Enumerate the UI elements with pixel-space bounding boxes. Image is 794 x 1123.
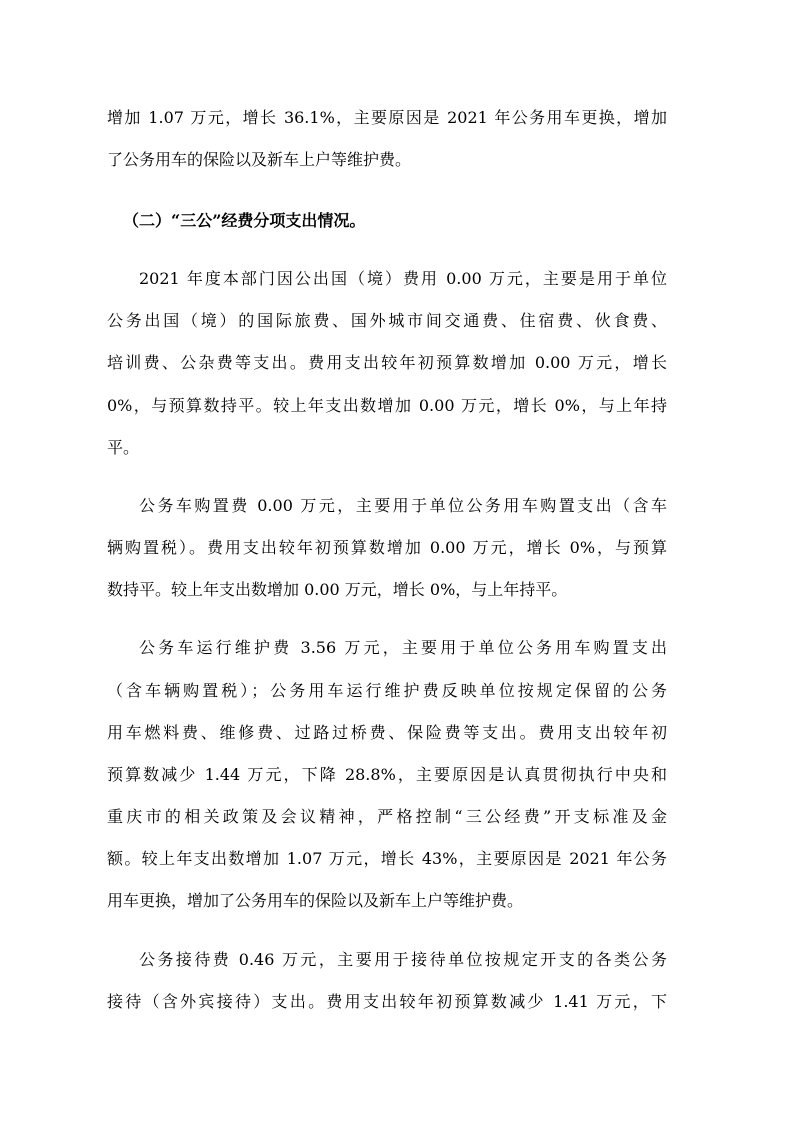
text-line: 用车更换，增加了公务用车的保险以及新车上户等维护费。 [107, 891, 524, 910]
text-line: 数持平。较上年支出数增加 0.00 万元，增长 0%，与上年持平。 [107, 580, 568, 599]
text-line: 公务接待费 0.46 万元，主要用于接待单位按规定开支的各类公务 [139, 950, 667, 969]
text-line: 2021 年度本部门因公出国（境）费用 0.00 万元，主要是用于单位 [139, 269, 667, 288]
text-line: 接待（含外宾接待）支出。费用支出较年初预算数减少 1.41 万元，下 [107, 992, 667, 1011]
text-line: 0%，与预算数持平。较上年支出数增加 0.00 万元，增长 0%，与上年持 [107, 396, 667, 415]
text-line: 额。较上年支出数增加 1.07 万元，增长 43%，主要原因是 2021 年公务 [107, 849, 667, 868]
text-line: 公务车购置费 0.00 万元，主要用于单位公务用车购置支出（含车 [139, 496, 667, 515]
text-line: 培训费、公杂费等支出。费用支出较年初预算数增加 0.00 万元，增长 [107, 353, 667, 372]
text-line: 公务车运行维护费 3.56 万元，主要用于单位公务用车购置支出 [139, 638, 667, 657]
text-line: 辆购置税）。费用支出较年初预算数增加 0.00 万元，增长 0%，与预算 [107, 538, 667, 557]
text-line: 用车燃料费、维修费、过路过桥费、保险费等支出。费用支出较年初 [107, 723, 667, 742]
text-line: 重庆市的相关政策及会议精神，严格控制“三公经费”开支标准及金 [107, 807, 667, 826]
text-line: （含车辆购置税）；公务用车运行维护费反映单位按规定保留的公务 [107, 681, 667, 700]
text-line: 预算数减少 1.44 万元，下降 28.8%，主要原因是认真贯彻执行中央和 [107, 765, 667, 784]
text-line: 了公务用车的保险以及新车上户等维护费。 [107, 150, 412, 169]
section-heading: （二）“三公”经费分项支出情况。 [123, 211, 366, 230]
text-line: 公务出国（境）的国际旅费、国外城市间交通费、住宿费、伙食费、 [107, 311, 667, 330]
text-line: 增加 1.07 万元，增长 36.1%，主要原因是 2021 年公务用车更换，增加 [107, 108, 667, 127]
text-line: 平。 [107, 438, 140, 457]
